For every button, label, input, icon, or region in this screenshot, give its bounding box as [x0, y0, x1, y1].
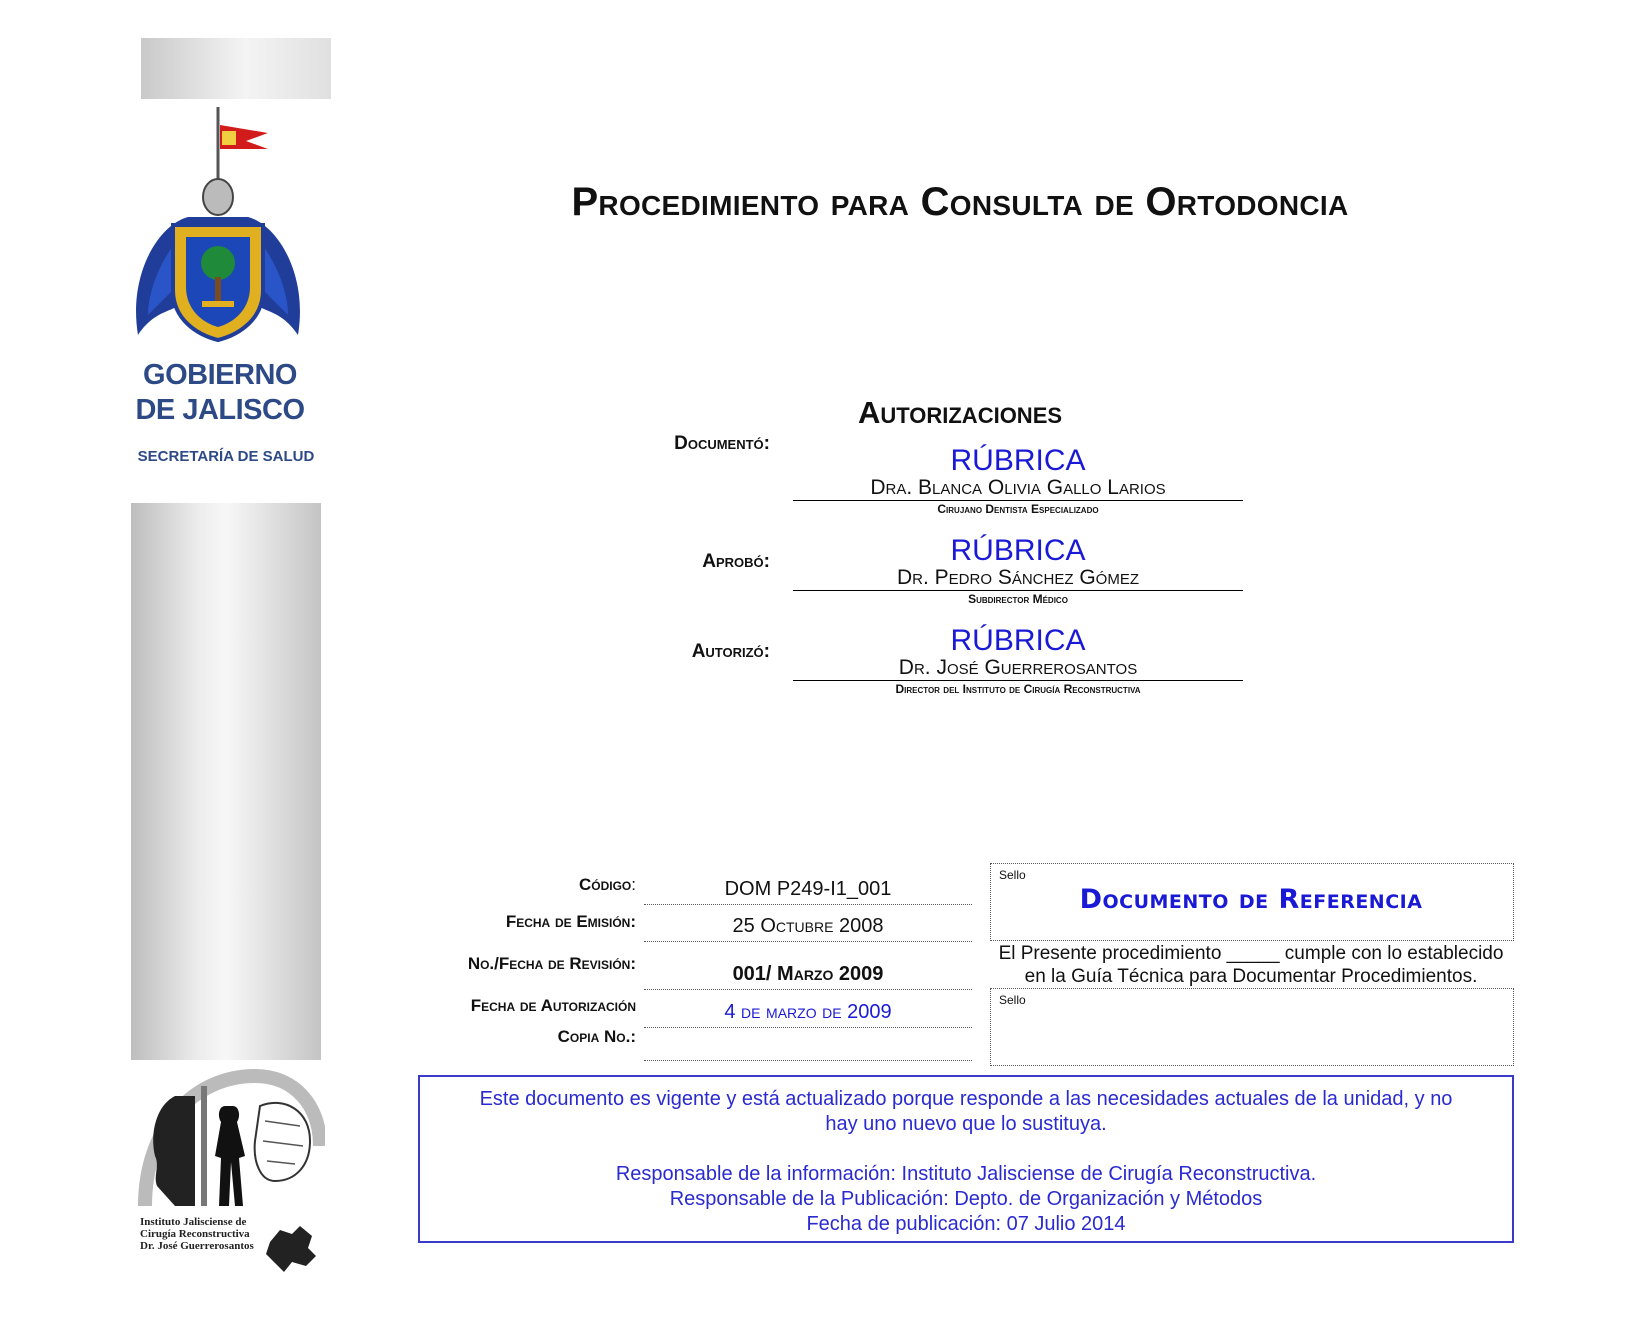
copia-label: Copia No.: [557, 1027, 636, 1046]
revision-value: 001/ Marzo 2009 [644, 963, 972, 990]
reference-title: Documento de Referencia [1079, 884, 1423, 915]
second-stamp-box [990, 988, 1514, 1066]
signer-name: Dra. Blanca Olivia Gallo Larios [793, 477, 1243, 501]
signature-text: RÚBRICA [950, 624, 1086, 657]
signer-role: Director del Instituto de Cirugía Reconstructiva [895, 682, 1141, 696]
institute-logo [135, 1066, 325, 1216]
authorizations-heading: Autorizaciones [857, 395, 1063, 430]
codigo-label [400, 875, 636, 895]
government-name-line1: GOBIERNO [143, 359, 297, 391]
institute-logo-line: Instituto Jalisciense de [140, 1216, 247, 1228]
documento-label: Documentó: [674, 433, 770, 454]
emision-value: 25 Octubre 2008 [644, 915, 972, 942]
institute-logo-line: Dr. José Guerrerosantos [140, 1240, 254, 1252]
sello-label: Sello [999, 993, 1026, 1007]
autorizacion-label: Fecha de Autorización [470, 996, 636, 1015]
notice-line: hay uno nuevo que lo sustituya. [825, 1113, 1107, 1135]
government-name [130, 358, 310, 428]
revision-label: No./Fecha de Revisión: [467, 954, 636, 973]
signature-text: RÚBRICA [950, 444, 1086, 477]
signature-block-documento [793, 445, 1243, 517]
jalisco-map-icon [262, 1222, 322, 1277]
reference-text-line1: El Presente procedimiento _____ cumple con lo establecido [998, 943, 1504, 964]
signature-block-aprobo [793, 535, 1243, 607]
coat-of-arms-logo [128, 105, 308, 345]
codigo-label-text: Código [578, 875, 632, 894]
signer-role: Cirujano Dentista Especializado [937, 502, 1099, 516]
side-gray-bar [131, 503, 321, 1060]
page-title: Procedimiento para Consulta de Ortodoncia [571, 180, 1349, 224]
reference-text-line2: en la Guía Técnica para Documentar Procedimientos. [1024, 966, 1478, 987]
validity-notice [418, 1075, 1514, 1243]
copia-value [644, 1034, 972, 1061]
signature-block-autorizo [793, 625, 1243, 697]
signer-role: Subdirector Médico [968, 592, 1068, 606]
aprobo-label: Aprobó: [702, 551, 770, 572]
sello-label: Sello [999, 868, 1026, 882]
autorizacion-value: 4 de marzo de 2009 [644, 1001, 972, 1028]
codigo-label-colon: : [631, 875, 636, 894]
signer-name: Dr. Pedro Sánchez Gómez [793, 567, 1243, 591]
notice-line: Este documento es vigente y está actualizado porque responde a las necesidades actuales de la unidad, y no [479, 1088, 1453, 1110]
government-name-line2: DE JALISCO [135, 394, 305, 426]
notice-line: Responsable de la información: Instituto Jalisciense de Cirugía Reconstructiva. [615, 1163, 1317, 1185]
secretariat-name: SECRETARÍA DE SALUD [137, 448, 315, 465]
emision-label: Fecha de Emisión: [505, 912, 636, 931]
header-gray-bar [141, 38, 331, 99]
signer-name: Dr. José Guerrerosantos [793, 657, 1243, 681]
signature-text: RÚBRICA [950, 534, 1086, 567]
notice-line: Fecha de publicación: 07 Julio 2014 [806, 1213, 1126, 1235]
autorizo-label: Autorizó: [691, 641, 770, 662]
institute-logo-line: Cirugía Reconstructiva [140, 1228, 250, 1240]
notice-line: Responsable de la Publicación: Depto. de Organización y Métodos [669, 1188, 1263, 1210]
reference-text [990, 942, 1512, 988]
codigo-value: DOM P249-I1_001 [644, 878, 972, 905]
